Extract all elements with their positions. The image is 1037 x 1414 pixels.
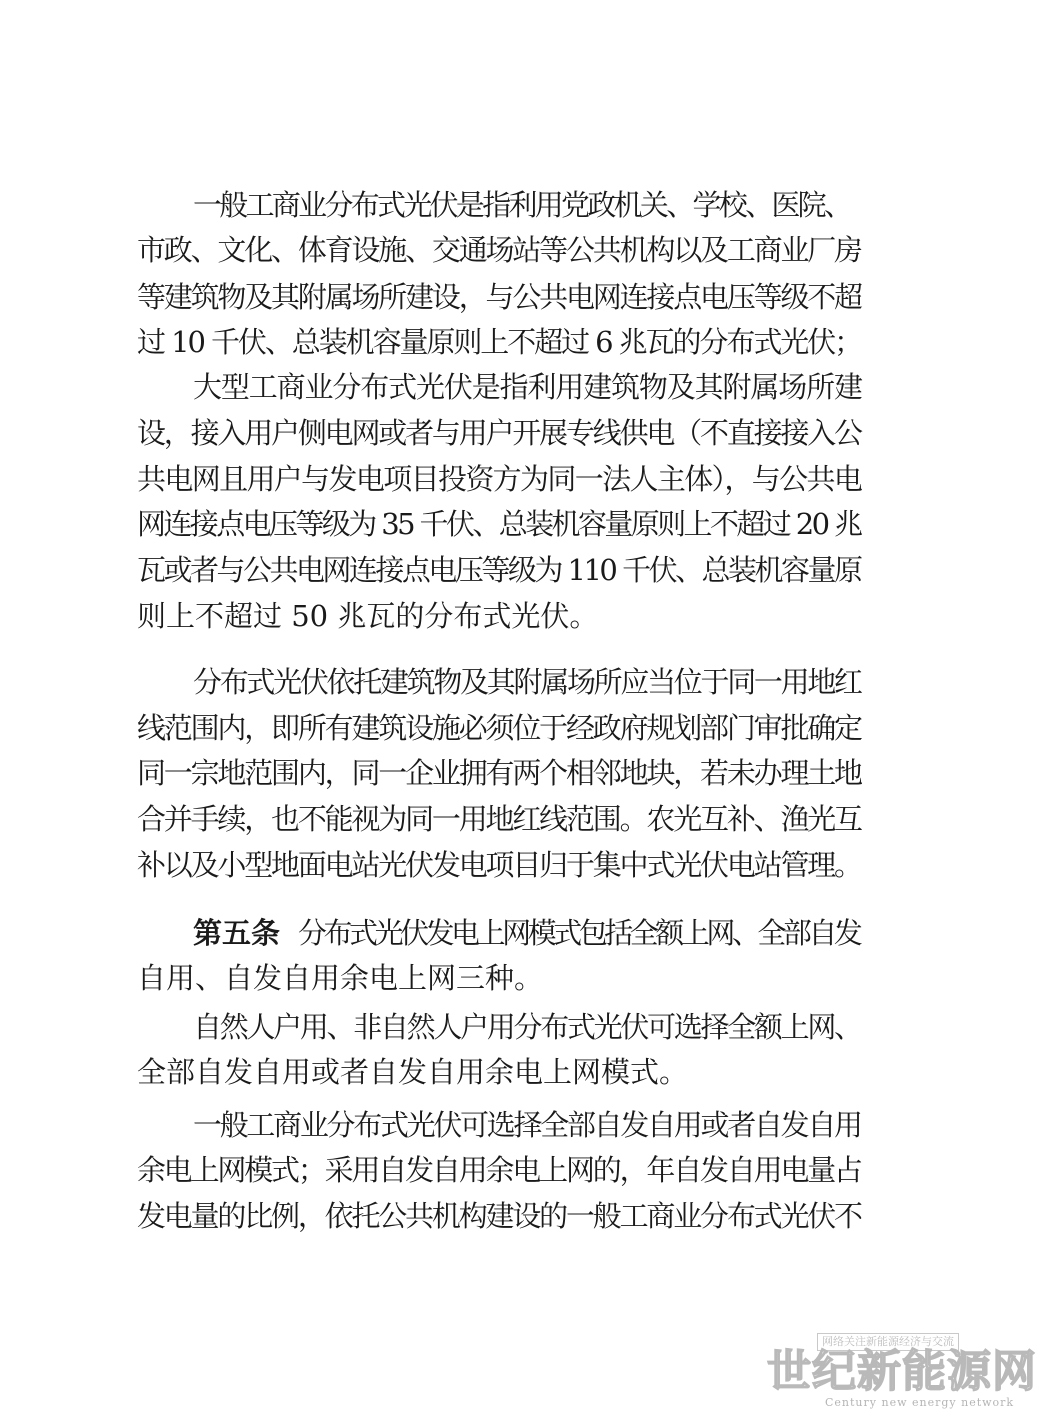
watermark-logo — [765, 1333, 1037, 1411]
paragraph-line — [0, 913, 1000, 953]
paragraph-line — [0, 504, 1000, 544]
line-text: 同一宗地范围内，同一企业拥有两个相邻地块，若未办理土地 — [137, 756, 861, 790]
line-text: 自然人户用、非自然人户用分布式光伏可选择全额上网、 — [193, 1010, 861, 1044]
paragraph-line — [0, 322, 1000, 362]
paragraph-line — [0, 799, 1000, 839]
paragraph-line — [0, 1196, 1000, 1236]
line-text: 等建筑物及其附属场所建设，与公共电网连接点电压等级不超 — [137, 280, 861, 314]
paragraph-line — [0, 958, 1000, 998]
paragraph-line — [0, 1052, 1000, 1092]
line-text: 瓦或者与公共电网连接点电压等级为 110 千伏、总装机容量原 — [137, 553, 861, 587]
paragraph-line — [0, 367, 1000, 407]
watermark-tagline: 网络关注新能源经济与交流 — [817, 1333, 959, 1351]
line-text: 一般工商业分布式光伏是指利用党政机关、学校、医院、 — [193, 188, 851, 222]
line-text: 自用、自发自用余电上网三种。 — [137, 961, 544, 995]
line-text: 补以及小型地面电站光伏发电项目归于集中式光伏电站管理。 — [137, 848, 861, 882]
line-text: 则上不超过 50 兆瓦的分布式光伏。 — [137, 599, 599, 633]
line-text: 一般工商业分布式光伏可选择全部自发自用或者自发自用 — [193, 1108, 861, 1142]
line-text: 合并手续，也不能视为同一用地红线范围。农光互补、渔光互 — [137, 802, 861, 836]
paragraph-line — [0, 845, 1000, 885]
line-text: 全部自发自用或者自发自用余电上网模式。 — [137, 1055, 689, 1089]
paragraph-line — [0, 413, 1000, 453]
line-text: 发电量的比例，依托公共机构建设的一般工商业分布式光伏不 — [137, 1199, 861, 1233]
line-text: 设，接入用户侧电网或者与用户开展专线供电（不直接接入公 — [137, 416, 861, 450]
paragraph-line — [0, 1105, 1000, 1145]
paragraph-line — [0, 753, 1000, 793]
paragraph-line — [0, 1007, 1000, 1047]
paragraph-line — [0, 185, 1000, 225]
watermark-subtitle: Century new energy network — [825, 1396, 1015, 1409]
article-label: 第五条 — [193, 916, 281, 950]
watermark-title: 世纪新能源网 — [767, 1346, 1037, 1397]
paragraph-line — [0, 459, 1000, 499]
line-text: 网连接点电压等级为 35 千伏、总装机容量原则上不超过 20 兆 — [137, 507, 861, 541]
line-text: 分布式光伏依托建筑物及其附属场所应当位于同一用地红 — [193, 665, 861, 699]
line-text: 分布式光伏发电上网模式包括全额上网、全部自发 — [298, 916, 860, 950]
line-text: 共电网且用户与发电项目投资方为同一法人主体），与公共电 — [137, 462, 862, 496]
paragraph-line — [0, 596, 1000, 636]
line-text: 大型工商业分布式光伏是指利用建筑物及其附属场所建 — [193, 370, 862, 404]
line-text: 余电上网模式；采用自发自用余电上网的，年自发自用电量占 — [137, 1153, 861, 1187]
paragraph-line — [0, 708, 1000, 748]
paragraph-line — [0, 662, 1000, 702]
paragraph-line — [0, 277, 1000, 317]
paragraph-line — [0, 550, 1000, 590]
line-text: 线范围内，即所有建筑设施必须位于经政府规划部门审批确定 — [137, 711, 861, 745]
line-text: 过 10 千伏、总装机容量原则上不超过 6 兆瓦的分布式光伏； — [137, 325, 862, 359]
paragraph-line — [0, 230, 1000, 270]
paragraph-line — [0, 1150, 1000, 1190]
line-text: 市政、文化、体育设施、交通场站等公共机构以及工商业厂房 — [137, 233, 861, 267]
